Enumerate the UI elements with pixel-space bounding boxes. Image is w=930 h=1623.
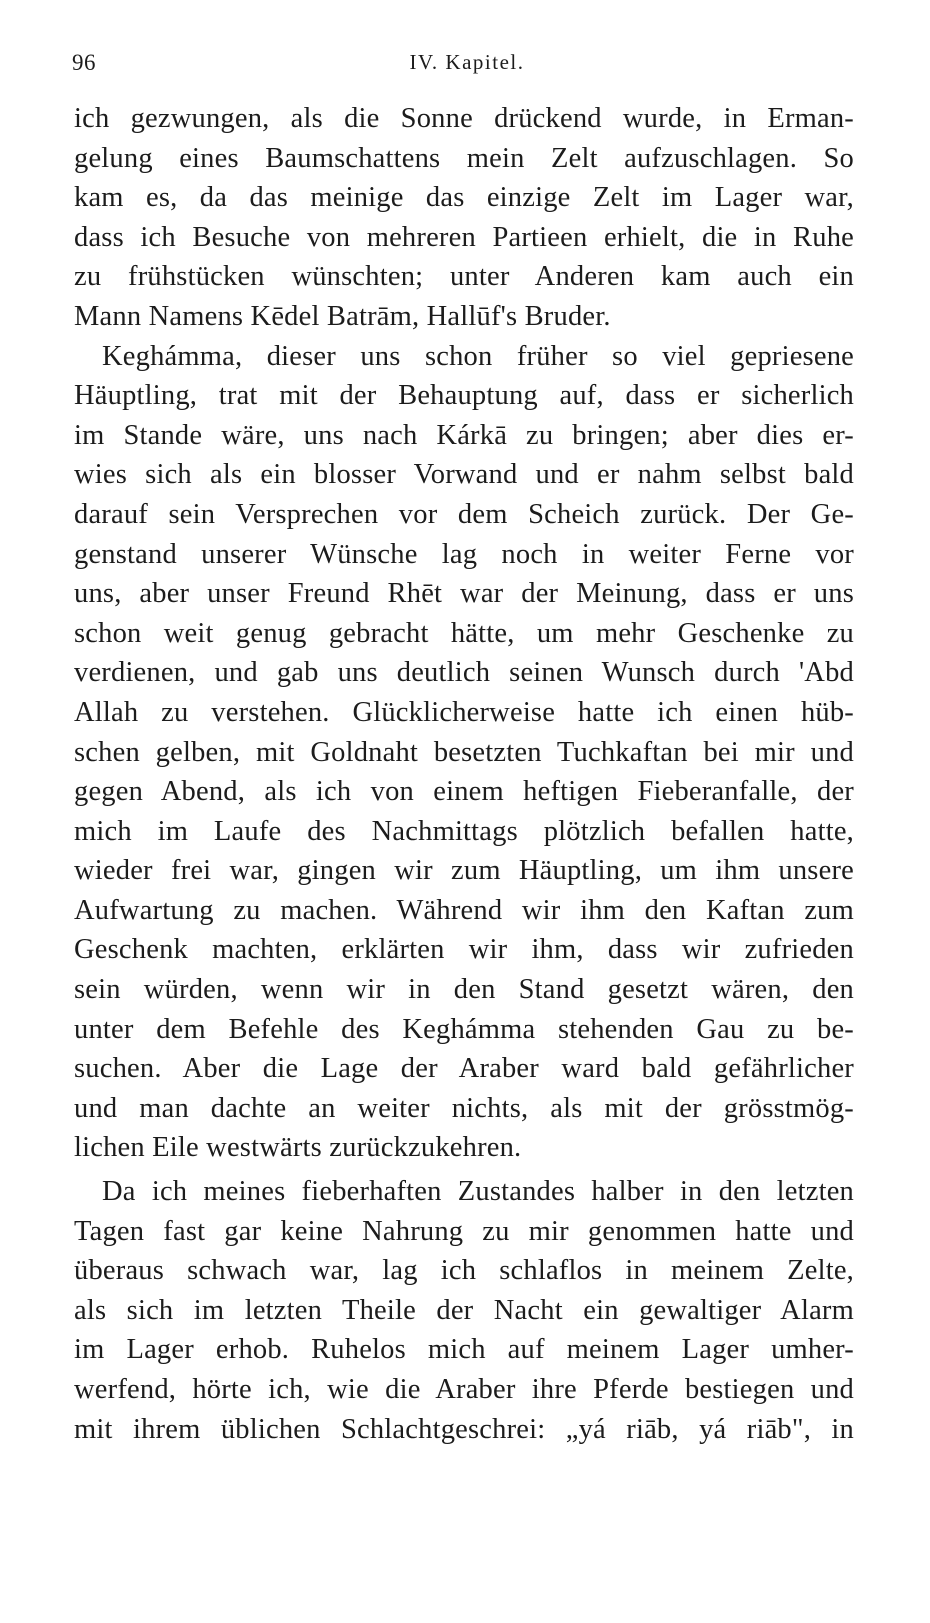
text-line: Tagen fast gar keine Nahrung zu mir genommen hatte und xyxy=(74,1215,854,1247)
text-line: Mann Namens Kēdel Batrām, Hallūf's Bruder. xyxy=(74,300,611,332)
text-line: werfend, hörte ich, wie die Araber ihre Pferde bestiegen und xyxy=(74,1374,854,1405)
text-line: Da ich meines fieberhaften Zustandes halber in den letzten xyxy=(102,1176,854,1208)
text-line: als sich im letzten Theile der Nacht ein gewaltiger Alarm xyxy=(74,1294,854,1326)
text-line: mit ihrem üblichen Schlachtgeschrei: „yá riāb, yá riāb", in xyxy=(74,1413,854,1445)
text-line: dass ich Besuche von mehreren Partieen erhielt, die in Ruhe xyxy=(74,221,854,253)
text-line: überaus schwach war, lag ich schlaflos in meinem Zelte, xyxy=(74,1255,854,1287)
text-line: gegen Abend, als ich von einem heftigen Fieberanfalle, der xyxy=(74,776,854,808)
text-line: Aufwartung zu machen. Während wir ihm den Kaftan zum xyxy=(74,894,854,926)
text-line: sein würden, wenn wir in den Stand gesetzt wären, den xyxy=(74,974,854,1006)
text-line: uns, aber unser Freund Rhēt war der Meinung, dass er uns xyxy=(74,578,854,610)
text-line: schen gelben, mit Goldnaht besetzten Tuchkaftan bei mir und xyxy=(74,736,854,768)
running-head: IV. Kapitel. xyxy=(409,50,525,74)
text-line: gelung eines Baumschattens mein Zelt aufzuschlagen. So xyxy=(74,142,854,174)
text-line: Keghámma, dieser uns schon früher so viel gepriesene xyxy=(102,340,854,372)
paragraph xyxy=(74,99,854,337)
text-line: ich gezwungen, als die Sonne drückend wurde, in Erman- xyxy=(74,103,854,134)
text-line: Geschenk machten, erklärten wir ihm, dass wir zufrieden xyxy=(74,934,854,966)
text-line: genstand unserer Wünsche lag noch in weiter Ferne vor xyxy=(74,538,854,570)
text-line: lichen Eile westwärts zurückzukehren. xyxy=(74,1132,522,1164)
text-line: suchen. Aber die Lage der Araber ward bald gefährlicher xyxy=(74,1053,854,1085)
text-line: zu frühstücken wünschten; unter Anderen kam auch ein xyxy=(74,261,854,293)
body-text xyxy=(74,99,854,1449)
text-line: im Stande wäre, uns nach Kárkā zu bringen; aber dies er- xyxy=(74,419,854,451)
text-line: kam es, da das meinige das einzige Zelt im Lager war, xyxy=(74,182,854,214)
text-line: im Lager erhob. Ruhelos mich auf meinem Lager umher- xyxy=(74,1334,854,1366)
text-line: mich im Laufe des Nachmittags plötzlich befallen hatte, xyxy=(74,815,854,847)
paragraph xyxy=(74,1172,854,1449)
text-line: verdienen, und gab uns deutlich seinen Wunsch durch 'Abd xyxy=(74,657,854,689)
page-header xyxy=(72,44,862,80)
text-line: und man dachte an weiter nichts, als mit der grösstmög- xyxy=(74,1092,854,1124)
text-line: darauf sein Versprechen vor dem Scheich zurück. Der Ge- xyxy=(74,498,854,530)
page-number: 96 xyxy=(72,50,96,75)
text-line: Häuptling, trat mit der Behauptung auf, dass er sicherlich xyxy=(74,380,854,412)
text-line: unter dem Befehle des Keghámma stehenden Gau zu be- xyxy=(74,1013,854,1045)
text-line: Allah zu verstehen. Glücklicherweise hatte ich einen hüb- xyxy=(74,696,854,728)
text-line: wies sich als ein blosser Vorwand und er nahm selbst bald xyxy=(74,459,854,491)
text-line: wieder frei war, gingen wir zum Häuptling, um ihm unsere xyxy=(74,855,854,887)
paragraph xyxy=(74,337,854,1168)
text-line: schon weit genug gebracht hätte, um mehr Geschenke zu xyxy=(74,617,854,649)
